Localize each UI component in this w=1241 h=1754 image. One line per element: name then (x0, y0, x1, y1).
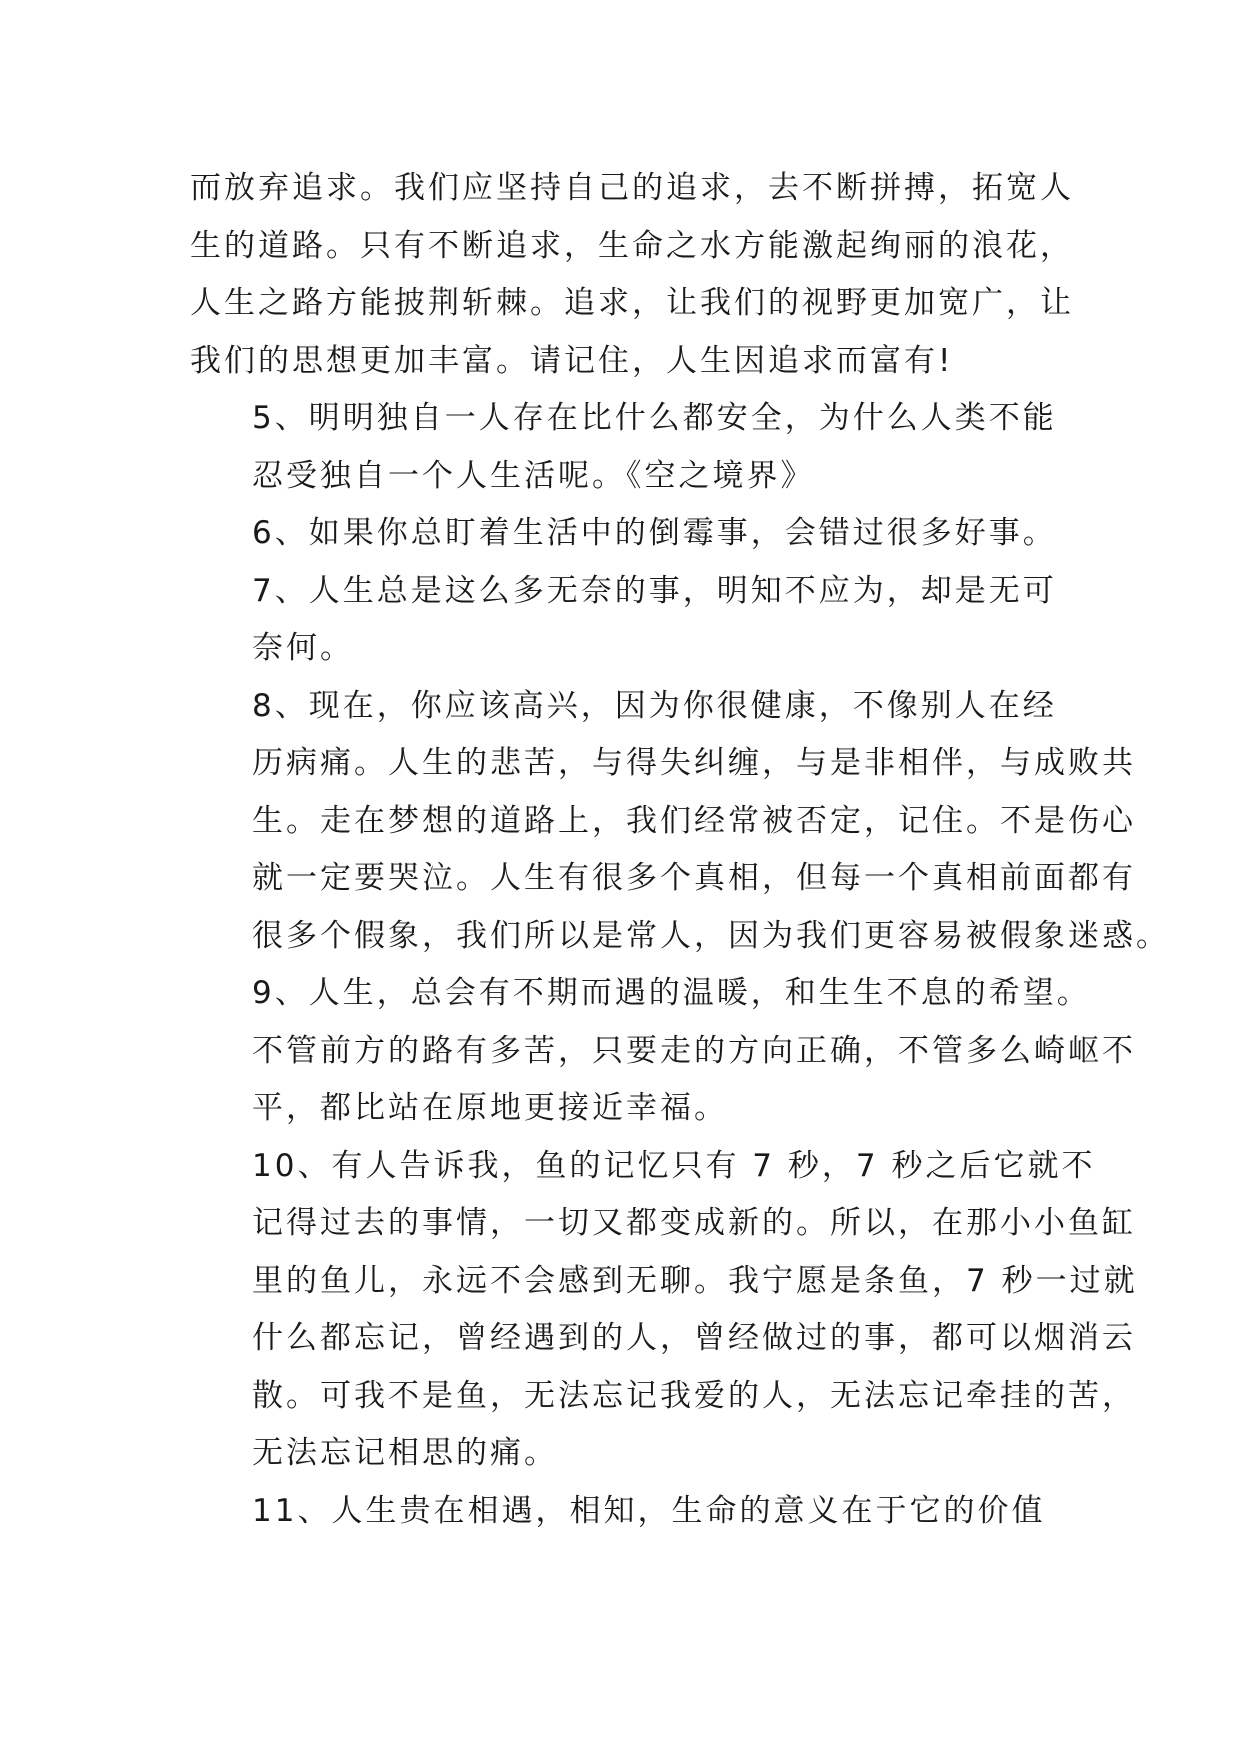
text-line: 生的道路。只有不断追求，生命之水方能激起绚丽的浪花， (190, 227, 1074, 264)
text-line: 人生之路方能披荆斩棘。追求，让我们的视野更加宽广，让 (190, 285, 1074, 321)
text-line: 11、人生贵在相遇，相知，生命的意义在于它的价值 (252, 1492, 1046, 1529)
text-line: 10、有人告诉我，鱼的记忆只有 7 秒，7 秒之后它就不 (252, 1147, 1096, 1184)
paragraph (190, 160, 1074, 390)
text-line: 奈何。 (252, 630, 354, 666)
text-line: 里的鱼儿，永远不会感到无聊。我宁愿是条鱼，7 秒一过就 (252, 1262, 1138, 1299)
text-line: 记得过去的事情，一切又都变成新的。所以，在那小小鱼缸 (252, 1205, 1136, 1241)
text-line: 散。可我不是鱼，无法忘记我爱的人，无法忘记牵挂的苦， (252, 1377, 1136, 1414)
text-line: 就一定要哭泣。人生有很多个真相，但每一个真相前面都有 (252, 860, 1136, 896)
paragraph (190, 563, 1065, 678)
text-line: 什么都忘记，曾经遇到的人，曾经做过的事，都可以烟消云 (252, 1320, 1136, 1356)
text-line: 历病痛。人生的悲苦，与得失纠缠，与是非相伴，与成败共 (252, 745, 1136, 781)
paragraph (190, 678, 1170, 966)
text-line: 7、人生总是这么多无奈的事，明知不应为，却是无可 (252, 572, 1057, 609)
text-line: 无法忘记相思的痛。 (252, 1435, 558, 1471)
paragraph (190, 1138, 1138, 1483)
text-line: 不管前方的路有多苦，只要走的方向正确，不管多么崎岖不 (252, 1032, 1136, 1069)
text-line: 生。走在梦想的道路上，我们经常被否定，记住。不是伤心 (252, 802, 1136, 839)
paragraph (190, 505, 1065, 563)
text-line: 5、明明独自一人存在比什么都安全，为什么人类不能 (252, 400, 1057, 436)
text-line: 平，都比站在原地更接近幸福。 (252, 1090, 728, 1126)
text-line: 9、人生，总会有不期而遇的温暖，和生生不息的希望。 (252, 975, 1091, 1011)
text-line: 忍受独自一个人生活呢。《空之境界》 (252, 457, 815, 494)
text-line: 很多个假象，我们所以是常人，因为我们更容易被假象迷惑。 (252, 917, 1170, 954)
document-body (190, 160, 1170, 1540)
paragraph (190, 1483, 1065, 1541)
paragraph (190, 390, 1065, 505)
text-line: 6、如果你总盯着生活中的倒霉事，会错过很多好事。 (252, 515, 1057, 551)
text-line: 而放弃追求。我们应坚持自己的追求，去不断拼搏，拓宽人 (190, 170, 1074, 206)
text-line: 8、现在，你应该高兴，因为你很健康，不像别人在经 (252, 687, 1057, 724)
text-line: 我们的思想更加丰富。请记住，人生因追求而富有! (190, 342, 954, 379)
paragraph (190, 965, 1136, 1138)
